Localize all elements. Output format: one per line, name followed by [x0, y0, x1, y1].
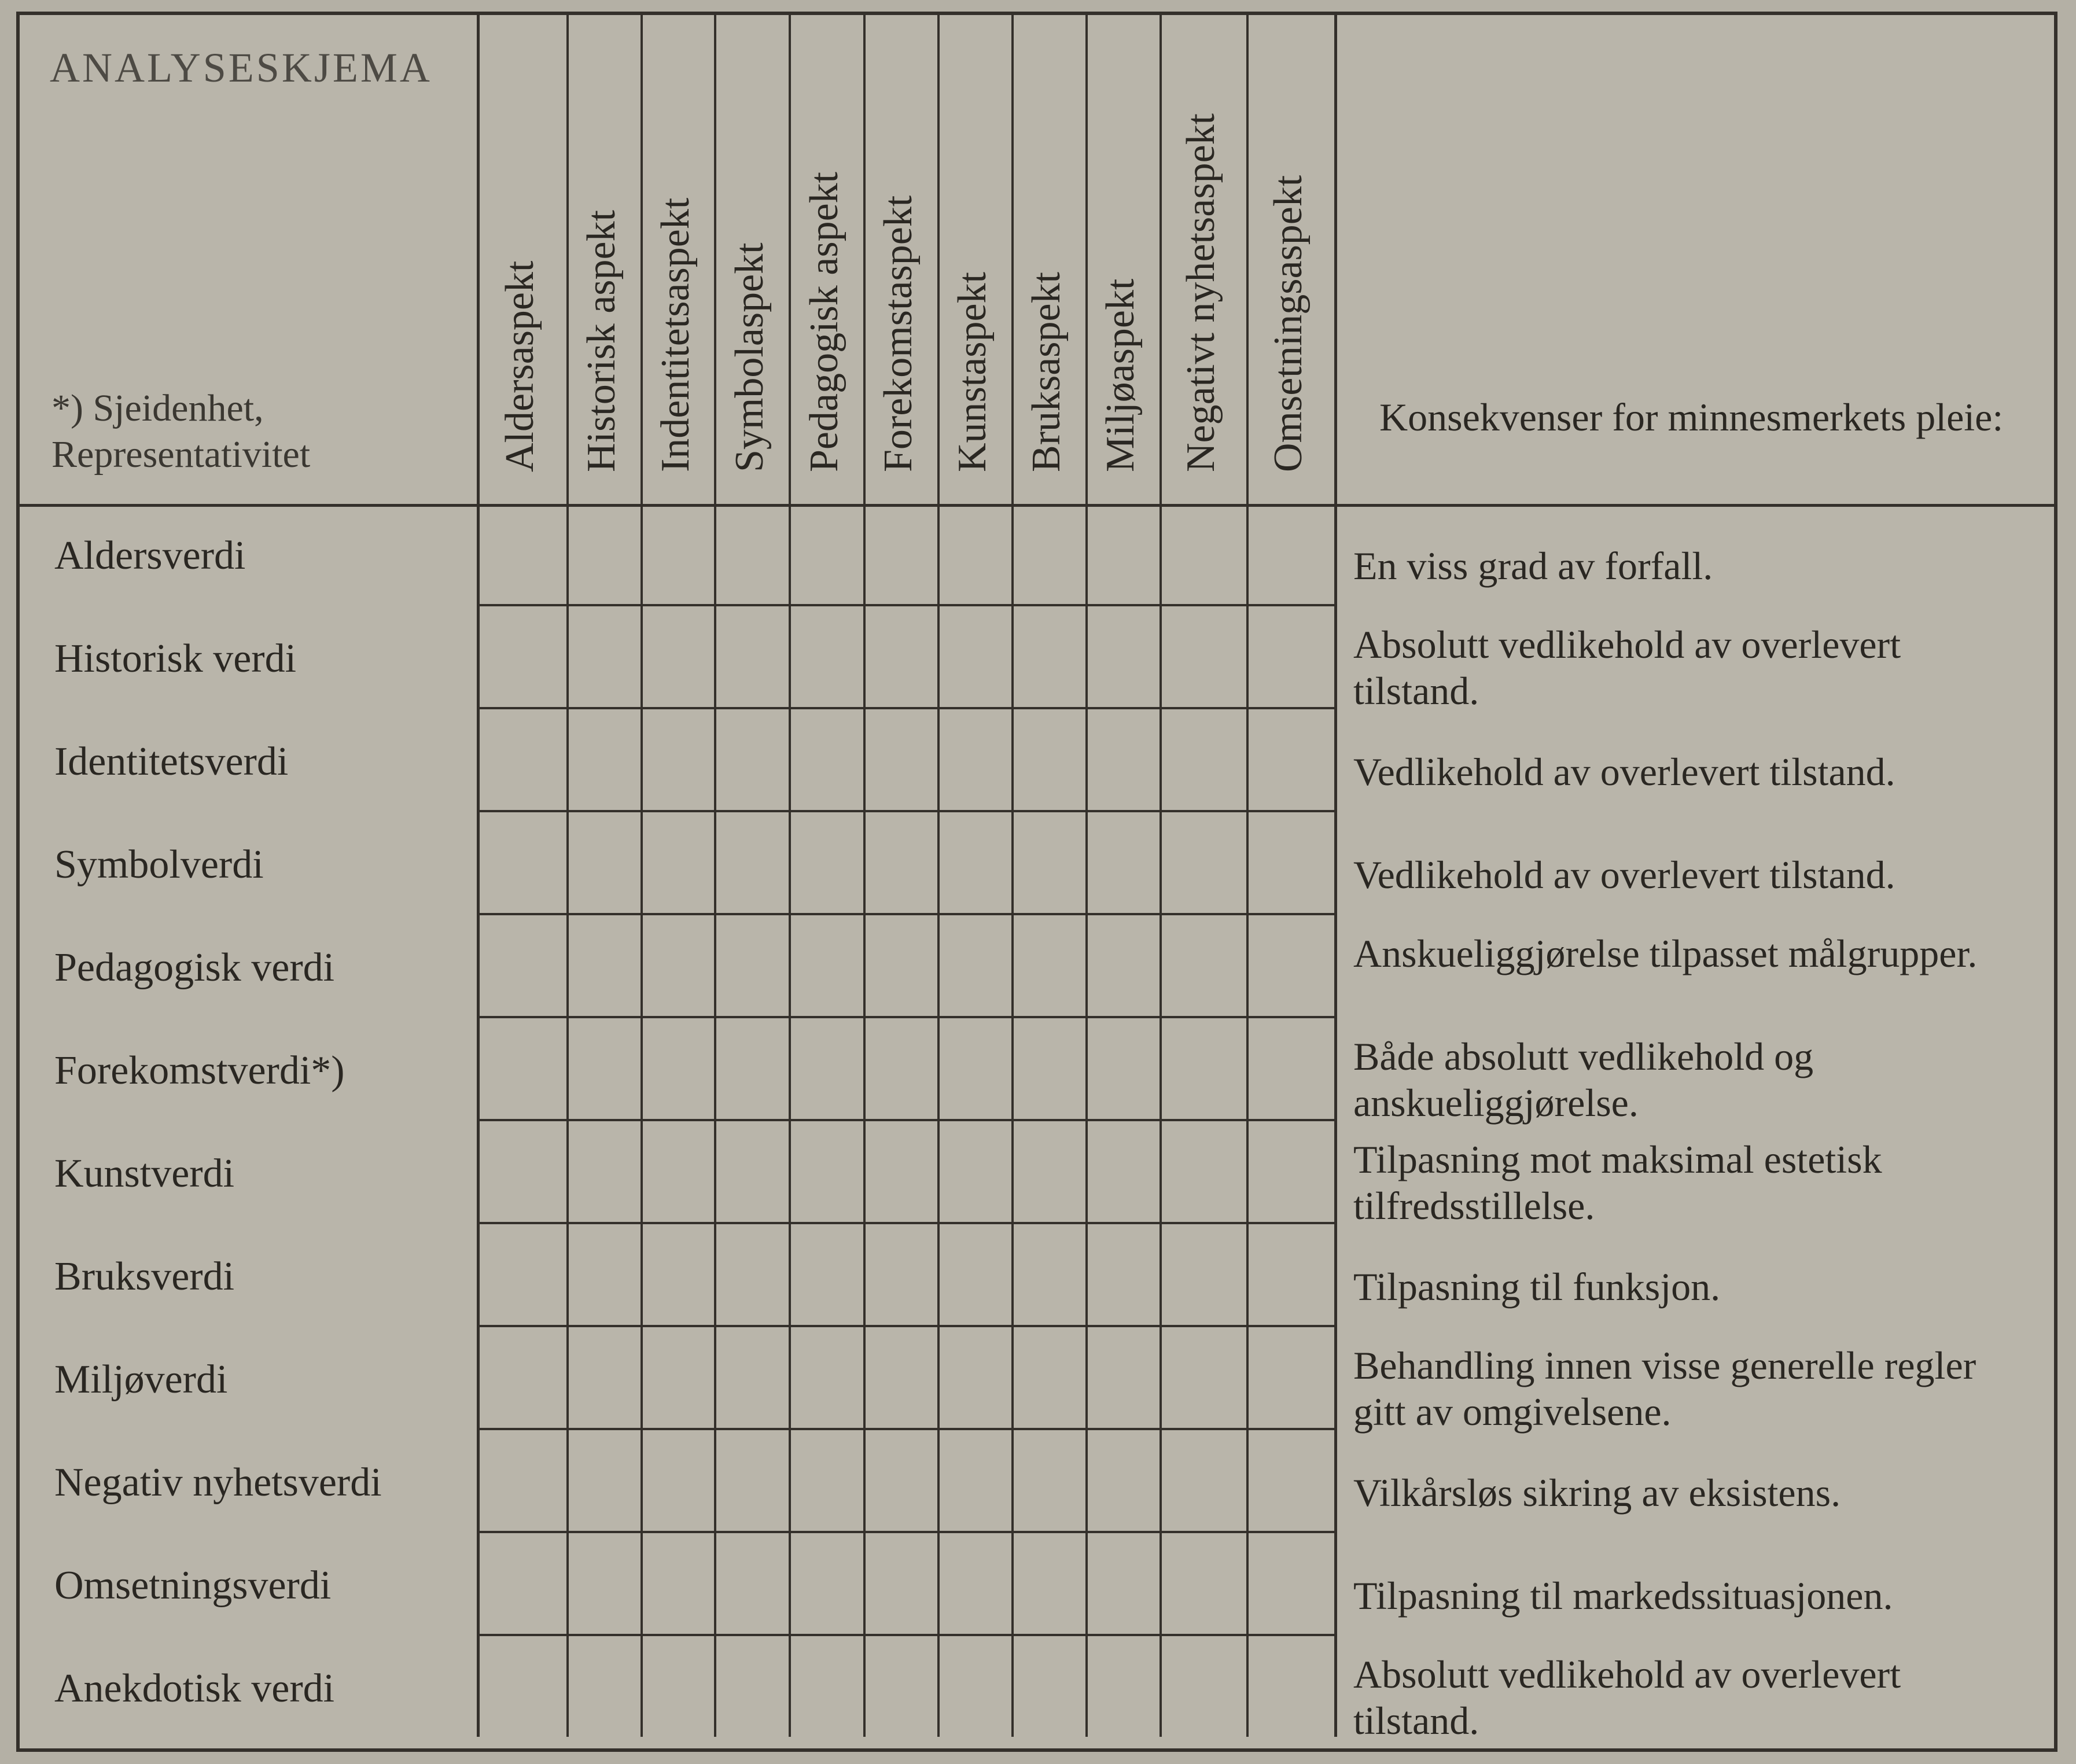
footnote: *) Sjeidenhet, Representativitet [51, 387, 311, 476]
grid-hline [477, 1531, 1337, 1533]
row-label: Omsetningsverdi [54, 1563, 332, 1608]
consequences-header: Konsekvenser for minnesmerkets pleie: [1379, 395, 2004, 439]
grid-hline [477, 913, 1337, 915]
grid-hline [477, 1634, 1337, 1636]
consequence-text: Tilpasning til markedssituasjonen. [1353, 1574, 1893, 1618]
grid-hline [477, 1222, 1337, 1224]
column-header: Negativt nyhetsaspekt [1179, 113, 1223, 472]
row-label: Aldersverdi [54, 533, 246, 578]
column-header: Indentitetsaspekt [653, 197, 698, 472]
grid-vline [641, 15, 643, 1737]
grid-vline [1011, 15, 1014, 1737]
grid-vline [1085, 15, 1088, 1737]
row-label: Identitetsverdi [54, 739, 289, 784]
column-header: Symbolaspekt [727, 242, 772, 472]
grid-vline [566, 15, 569, 1737]
grid-hline [477, 1428, 1337, 1430]
row-label: Historisk verdi [54, 636, 297, 681]
grid-vline [937, 15, 940, 1737]
row-label: Anekdotisk verdi [54, 1666, 335, 1711]
consequence-text: Vilkårsløs sikring av eksistens. [1353, 1471, 1841, 1515]
grid-vline [1246, 15, 1249, 1737]
grid-vline [714, 15, 716, 1737]
row-label: Miljøverdi [54, 1357, 228, 1402]
column-header: Bruksaspekt [1024, 271, 1069, 472]
column-header: Omsetningsaspekt [1266, 175, 1311, 472]
analysis-form [16, 12, 2057, 1752]
column-header: Historisk aspekt [579, 209, 624, 472]
row-label: Negativ nyhetsverdi [54, 1460, 382, 1505]
grid-hline [477, 707, 1337, 709]
grid-vline [477, 15, 480, 1737]
row-label: Kunstverdi [54, 1151, 235, 1196]
grid-vline [1160, 15, 1162, 1737]
grid-hline [477, 810, 1337, 812]
consequence-text: Anskueliggjørelse tilpasset målgrupper. [1353, 931, 1978, 975]
grid-hline [477, 1119, 1337, 1121]
grid-hline [477, 604, 1337, 606]
row-label: Pedagogisk verdi [54, 945, 335, 990]
consequence-text: Absolutt vedlikehold av overlevert tilstand. [1353, 1652, 1901, 1743]
consequence-text: Tilpasning til funksjon. [1353, 1265, 1721, 1309]
row-label: Symbolverdi [54, 842, 264, 887]
column-header: Pedagogisk aspekt [801, 171, 846, 472]
grid-vline [1334, 15, 1337, 1737]
grid-vline [789, 15, 791, 1737]
consequence-text: Vedlikehold av overlevert tilstand. [1353, 853, 1895, 897]
column-header: Aldersaspekt [497, 260, 542, 472]
grid-hline [477, 1016, 1337, 1018]
header-divider [20, 504, 2054, 507]
row-label: Bruksverdi [54, 1254, 235, 1299]
column-header: Forekomstaspekt [876, 195, 921, 472]
form-title: ANALYSESKJEMA [50, 45, 432, 91]
column-header: Miljøaspekt [1098, 278, 1143, 472]
consequence-text: Behandling innen visse generelle regler gitt av omgivelsene. [1353, 1343, 1976, 1434]
column-header: Kunstaspekt [950, 271, 995, 472]
consequence-text: En viss grad av forfall. [1353, 544, 1713, 588]
grid-vline [863, 15, 866, 1737]
consequence-text: Både absolutt vedlikehold og anskueliggjørelse. [1353, 1034, 1814, 1125]
consequence-text: Vedlikehold av overlevert tilstand. [1353, 750, 1895, 794]
consequence-text: Absolutt vedlikehold av overlevert tilstand. [1353, 623, 1901, 713]
row-label: Forekomstverdi*) [54, 1048, 345, 1093]
grid-hline [477, 1325, 1337, 1327]
consequence-text: Tilpasning mot maksimal estetisk tilfredsstillelse. [1353, 1137, 1882, 1228]
